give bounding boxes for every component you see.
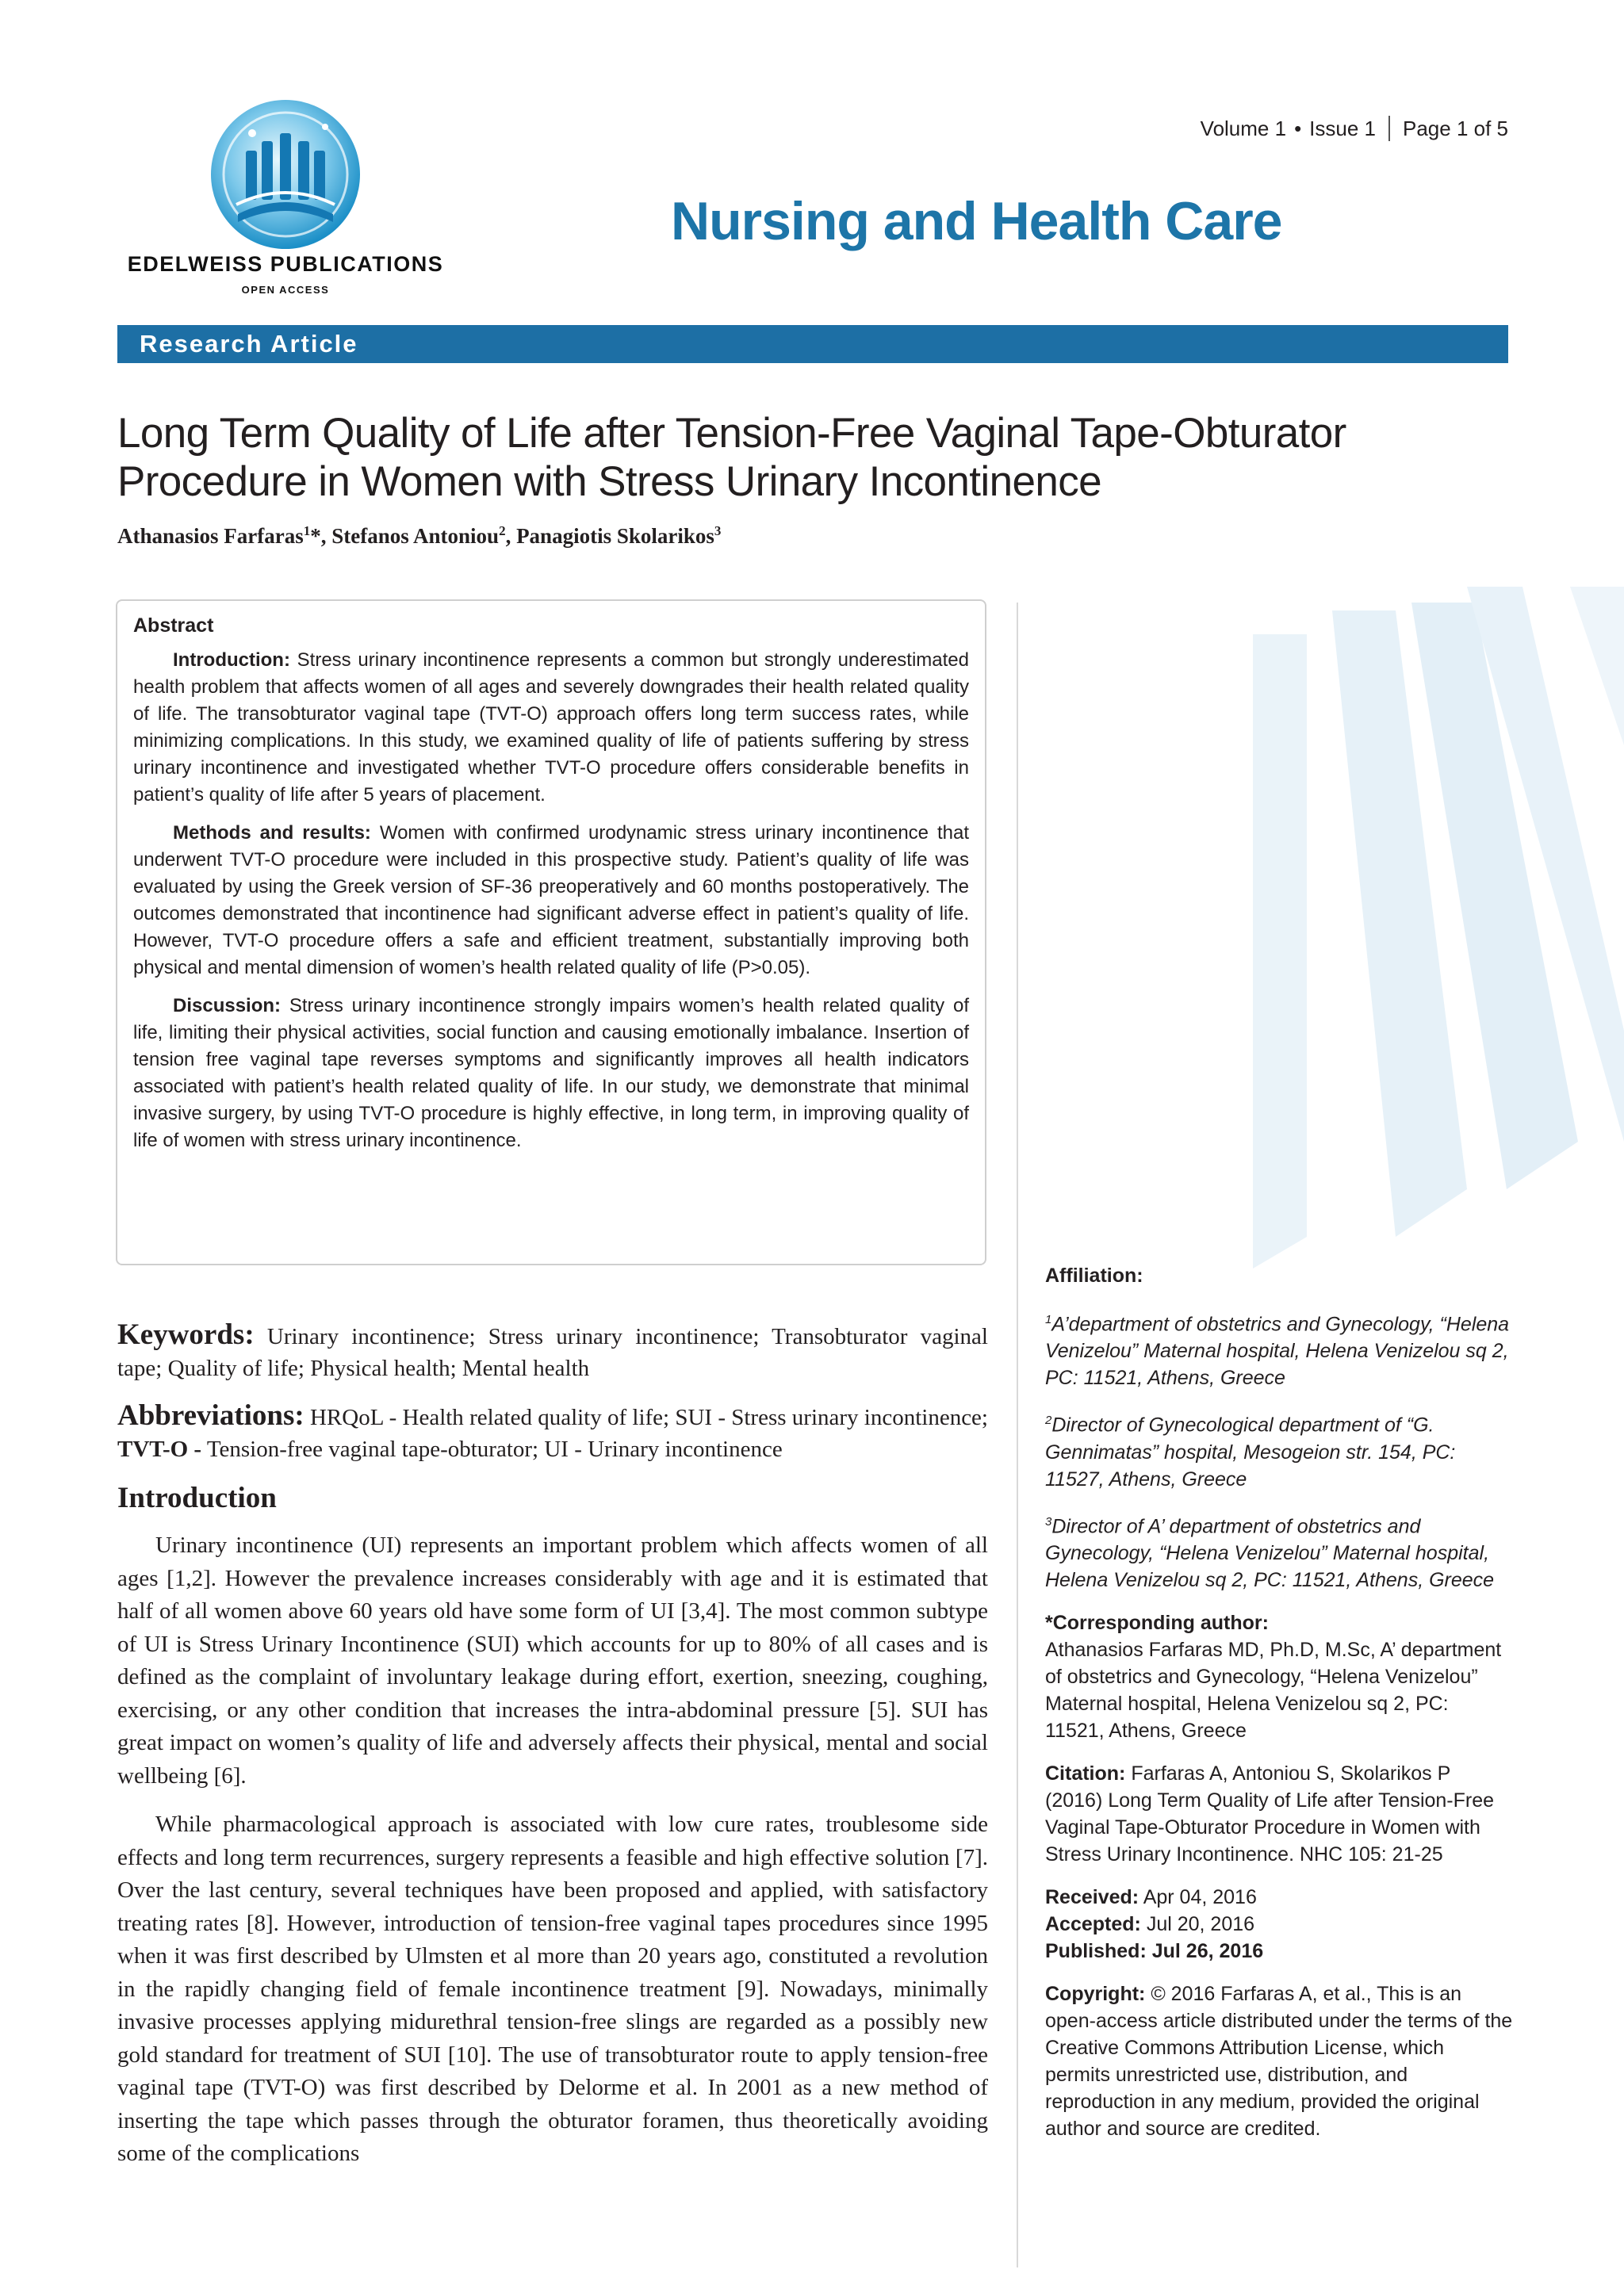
abstract-introduction-text: Stress urinary incontinence represents a common but strongly underestimated health problem that affects women of all ages and severely downgrades their health related quality of life. The transobturator vaginal tape (TVT-O) approach offers long term success rates, while minimizing complications. In this study, we examined quality of life of patients suffering by stress urinary incontinence and investigated whether TVT-O procedure offers considerable benefits in patient’s quality of life after 5 years of placement. xyxy=(133,649,969,806)
publication-dates xyxy=(1045,1884,1513,1965)
affiliation-number: 3 xyxy=(1045,1514,1052,1529)
vertical-separator xyxy=(1388,116,1390,141)
keywords xyxy=(117,1319,988,1384)
abstract-discussion-label: Discussion: xyxy=(173,995,282,1016)
book-globe-icon xyxy=(206,95,365,254)
affiliation-1 xyxy=(1045,1307,1513,1391)
received-label: Received: xyxy=(1045,1885,1139,1908)
decorative-book-pages xyxy=(1094,587,1624,1300)
title-line-2: Procedure in Women with Stress Urinary Incontinence xyxy=(117,458,1101,505)
abstract-methods xyxy=(133,820,969,982)
copyright xyxy=(1045,1980,1513,2142)
accepted-date xyxy=(1045,1911,1513,1938)
affiliation-number: 1 xyxy=(1045,1313,1052,1326)
column-divider xyxy=(1017,603,1018,2267)
abstract-discussion-text: Stress urinary incontinence strongly impairs women’s health related quality of life, limiting their physical activities, social function and causing emotionally imbalance. Insertion of tension free vaginal tape reverses symptoms and significantly improves all health indicators associated with patient’s health related quality of life. In our study, we demonstrate that minimal invasive surgery, by using TVT-O procedure is highly effective, in long term, in improving quality of life of women with stress urinary incontinence. xyxy=(133,995,969,1151)
corresponding-author xyxy=(1045,1609,1513,1744)
article-title xyxy=(117,409,1521,506)
author-affiliation-number: 3 xyxy=(714,523,722,538)
copyright-label: Copyright: xyxy=(1045,1982,1146,2005)
author-separator: *, xyxy=(310,524,332,548)
issue-info xyxy=(1201,116,1508,141)
abstract-introduction xyxy=(133,647,969,809)
author-list xyxy=(117,523,721,549)
publisher-subtitle: OPEN ACCESS xyxy=(241,284,330,296)
abstract-methods-text: Women with confirmed urodynamic stress urinary incontinence that underwent TVT-O procedure were included in this prospective study. Patient’s quality of life was evaluated by using the Greek version of SF-36 preoperatively and 60 months postoperatively. The outcomes demonstrated that incontinence had significant adverse effect in patient’s quality of life. However, TVT-O procedure offers a safe and efficient treatment, substantially improving both physical and mental dimension of women’s health related quality of life (P>0.05). xyxy=(133,822,970,978)
author-name: Panagiotis Skolarikos xyxy=(516,524,714,548)
abstract-heading: Abstract xyxy=(133,614,214,637)
author-affiliation-number: 1 xyxy=(303,523,311,538)
affiliation-text: A’department of obstetrics and Gynecology, “Helena Venizelou” Maternal hospital, Helena Venizelou sq 2, PC: 11521, Athens, Greece xyxy=(1045,1313,1510,1390)
title-line-1: Long Term Quality of Life after Tension-Free Vaginal Tape-Obturator xyxy=(117,410,1346,457)
copyright-text: © 2016 Farfaras A, et al., This is an open-access article distributed under the terms of the Creative Commons Attribution License, which permits unrestricted use, distribution, and reproduction in any medium, provided the original author and source are credited. xyxy=(1045,1982,1513,2140)
introduction-paragraph-2: While pharmacological approach is associated with low cure rates, troublesome side effects and long term recurrences, surgery represents a feasible and high effective solution [7]. Over the last century, several techniques have been proposed and applied, with satisfactory treating rates [8]. However, introduction of tension-free vaginal tapes procedures since 1995 when it was first described by Ulmsten et al more than 20 years ago, constituted a revolution in the rapidly changing field of female incontinence treatment [9]. Nowadays, minimally invasive processes applying midurethral tension-free slings are regarded as a possibly new gold standard for treatment of SUI [10]. The use of transobturator route to apply tension-free vaginal tape (TVT-O) was first described by Delorme et al. In 2001 as a new method of inserting the tape which passes through the obturator foramen, thus theoretically avoiding some of the complications xyxy=(117,1812,988,2166)
affiliation-number: 2 xyxy=(1045,1414,1052,1428)
citation-text: Farfaras A, Antoniou S, Skolarikos P (2016) Long Term Quality of Life after Tension-Free Vaginal Tape-Obturator Procedure in Women with Stress Urinary Incontinence. NHC 105: 21-25 xyxy=(1045,1762,1495,1866)
author-affiliation-number: 2 xyxy=(499,523,506,538)
abbreviations-bold-term: TVT-O - xyxy=(117,1437,202,1462)
accepted-value: Jul 20, 2016 xyxy=(1140,1912,1255,1935)
author-separator: , xyxy=(505,524,517,548)
abbreviations-text: HRQoL - Health related quality of life; SUI - Stress urinary incontinence; xyxy=(304,1405,988,1430)
page-label: Page 1 of 5 xyxy=(1403,116,1508,140)
volume-label: Volume 1 xyxy=(1200,116,1287,140)
abstract-discussion xyxy=(133,993,969,1154)
received-value: Apr 04, 2016 xyxy=(1139,1885,1257,1908)
abstract-introduction-label: Introduction: xyxy=(173,649,290,671)
corresponding-author-heading: *Corresponding author: xyxy=(1045,1611,1269,1634)
received-date xyxy=(1045,1884,1513,1911)
introduction-paragraph-1: Urinary incontinence (UI) represents an important problem which affects women of all ages [1,2]. However the prevalence increases considerably with age and it is estimated that half of all women above 60 years old have some form of UI [3,4]. The most common subtype of UI is Stress Urinary Incontinence (SUI) which accounts for up to 80% of all cases and is defined as the complaint of involuntary leakage during effort, exertion, sneezing, coughing, exercising, or any other condition that increases the intra-abdominal pressure [5]. SUI has great impact on women’s quality of life and adversely affects their physical, mental and social wellbeing [6]. xyxy=(117,1533,988,1789)
abbreviations-text: Tension-free vaginal tape-obturator; UI - Urinary incontinence xyxy=(201,1437,783,1462)
published-value: Jul 26, 2016 xyxy=(1146,1939,1264,1962)
introduction-heading: Introduction xyxy=(117,1482,277,1514)
affiliation-3 xyxy=(1045,1509,1513,1594)
citation xyxy=(1045,1760,1513,1868)
sidebar xyxy=(1045,1262,1513,2158)
citation-label: Citation: xyxy=(1045,1762,1126,1785)
affiliation-2 xyxy=(1045,1407,1513,1492)
published-date xyxy=(1045,1938,1513,1965)
section-banner xyxy=(117,325,1508,363)
abbreviations xyxy=(117,1400,988,1465)
affiliation-text: Director of A’ department of obstetrics and Gynecology, “Helena Venizelou” Maternal hospital, Helena Venizelou sq 2, PC: 11521, Athens, Greece xyxy=(1045,1514,1495,1591)
abstract-methods-label: Methods and results: xyxy=(173,822,371,844)
journal-title: Nursing and Health Care xyxy=(671,191,1282,251)
abbreviations-label: Abbreviations: xyxy=(117,1399,304,1432)
publisher-name: EDELWEISS PUBLICATIONS xyxy=(127,252,444,276)
bullet-separator: • xyxy=(1294,116,1302,140)
section-label: Research Article xyxy=(140,330,358,358)
corresponding-author-text: Athanasios Farfaras MD, Ph.D, M.Sc, A’ department of obstetrics and Gynecology, “Helena Venizelou” Maternal hospital, Helena Venizelou sq 2, PC: 11521, Athens, Greece xyxy=(1045,1638,1502,1742)
keywords-text: Urinary incontinence; Stress urinary incontinence; Transobturator vaginal tape; Quality of life; Physical health; Mental health xyxy=(117,1324,988,1381)
issue-label: Issue 1 xyxy=(1309,116,1376,140)
published-label: Published: xyxy=(1045,1939,1147,1962)
publisher-logo xyxy=(119,95,452,301)
author-name: Athanasios Farfaras xyxy=(117,524,304,548)
accepted-label: Accepted: xyxy=(1045,1912,1141,1935)
affiliation-text: Director of Gynecological department of “G. Gennimatas” hospital, Mesogeion str. 154, PC: 11527, Athens, Greece xyxy=(1045,1414,1456,1490)
keywords-label: Keywords: xyxy=(117,1318,255,1351)
author-name: Stefanos Antoniou xyxy=(331,524,500,548)
abstract-box xyxy=(116,599,986,1265)
affiliation-heading: Affiliation: xyxy=(1045,1265,1143,1287)
main-column xyxy=(117,1319,988,2187)
